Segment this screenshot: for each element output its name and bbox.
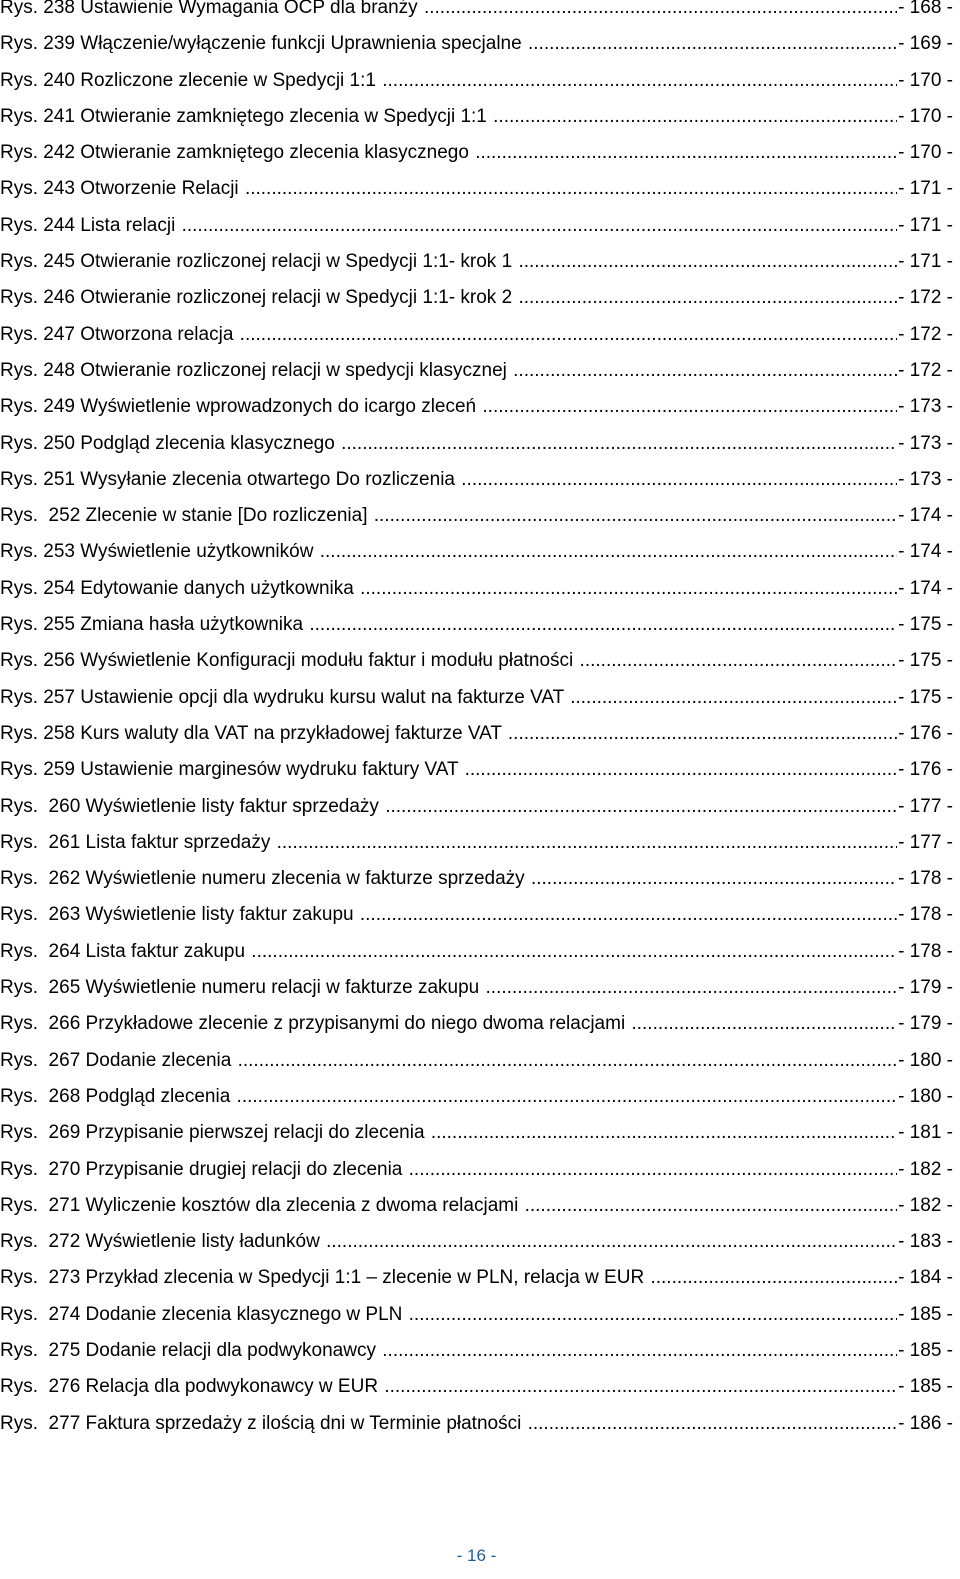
toc-dot-leader bbox=[360, 897, 897, 933]
toc-entry-title: Rys. 245 Otwieranie rozliczonej relacji w Spedycji 1:1- krok 1 bbox=[0, 251, 518, 273]
toc-entry[interactable] bbox=[0, 643, 953, 679]
toc-dot-leader bbox=[465, 752, 898, 788]
toc-dot-leader bbox=[580, 643, 898, 679]
toc-entry[interactable] bbox=[0, 244, 953, 280]
toc-entry[interactable] bbox=[0, 680, 953, 716]
toc-entry[interactable] bbox=[0, 1188, 953, 1224]
toc-entry-title: Rys. 250 Podgląd zlecenia klasycznego bbox=[0, 432, 341, 454]
toc-entry[interactable] bbox=[0, 752, 953, 788]
toc-entry[interactable] bbox=[0, 607, 953, 643]
toc-entry-page: - 182 - bbox=[898, 1194, 953, 1216]
page-number: - 16 - bbox=[456, 1546, 497, 1565]
toc-entry-page: - 175 - bbox=[898, 650, 953, 672]
toc-entry[interactable] bbox=[0, 716, 953, 752]
toc-entry[interactable] bbox=[0, 1079, 953, 1115]
toc-entry-title: Rys. 267 Dodanie zlecenia bbox=[0, 1049, 237, 1071]
toc-dot-leader bbox=[374, 498, 897, 534]
toc-entry-title: Rys. 269 Przypisanie pierwszej relacji do zlecenia bbox=[0, 1122, 430, 1144]
toc-entry[interactable] bbox=[0, 934, 953, 970]
toc-entry[interactable] bbox=[0, 462, 953, 498]
toc-entry[interactable] bbox=[0, 861, 953, 897]
toc-dot-leader bbox=[528, 1406, 897, 1442]
toc-dot-leader bbox=[360, 571, 897, 607]
toc-entry-title: Rys. 254 Edytowanie danych użytkownika bbox=[0, 577, 360, 599]
toc-entry-title: Rys. 257 Ustawienie opcji dla wydruku kursu walut na fakturze VAT bbox=[0, 686, 570, 708]
toc-entry-page: - 176 - bbox=[898, 759, 953, 781]
toc-entry-page: - 174 - bbox=[898, 505, 953, 527]
toc-entry-title: Rys. 272 Wyświetlenie listy ładunków bbox=[0, 1231, 326, 1253]
toc-entry-title: Rys. 270 Przypisanie drugiej relacji do zlecenia bbox=[0, 1158, 408, 1180]
toc-entry[interactable] bbox=[0, 63, 953, 99]
toc-entry-page: - 173 - bbox=[898, 432, 953, 454]
toc-dot-leader bbox=[385, 789, 897, 825]
toc-entry-title: Rys. 252 Zlecenie w stanie [Do rozliczenia] bbox=[0, 505, 373, 527]
toc-entry-title: Rys. 244 Lista relacji bbox=[0, 214, 181, 236]
toc-entry-title: Rys. 242 Otwieranie zamkniętego zlecenia klasycznego bbox=[0, 142, 475, 164]
toc-entry[interactable] bbox=[0, 1006, 953, 1042]
toc-entry-page: - 170 - bbox=[898, 105, 953, 127]
toc-entry[interactable] bbox=[0, 171, 953, 207]
toc-entry-title: Rys. 260 Wyświetlenie listy faktur sprzedaży bbox=[0, 795, 385, 817]
toc-dot-leader bbox=[531, 861, 897, 897]
toc-dot-leader bbox=[409, 1297, 897, 1333]
toc-entry[interactable] bbox=[0, 317, 953, 353]
toc-entry[interactable] bbox=[0, 26, 953, 62]
toc-entry-page: - 172 - bbox=[898, 359, 953, 381]
toc-entry-title: Rys. 255 Zmiana hasła użytkownika bbox=[0, 614, 309, 636]
toc-dot-leader bbox=[341, 426, 897, 462]
toc-entry[interactable] bbox=[0, 0, 953, 26]
toc-entry-page: - 185 - bbox=[898, 1376, 953, 1398]
toc-entry-page: - 170 - bbox=[898, 69, 953, 91]
toc-entry-page: - 178 - bbox=[898, 868, 953, 890]
toc-entry-title: Rys. 263 Wyświetlenie listy faktur zakupu bbox=[0, 904, 359, 926]
toc-dot-leader bbox=[182, 208, 898, 244]
toc-entry-page: - 178 - bbox=[898, 904, 953, 926]
toc-entry-page: - 182 - bbox=[898, 1158, 953, 1180]
toc-dot-leader bbox=[631, 1006, 897, 1042]
toc-entry-page: - 171 - bbox=[898, 178, 953, 200]
toc-entry-page: - 168 - bbox=[898, 0, 953, 18]
toc-dot-leader bbox=[570, 680, 897, 716]
toc-dot-leader bbox=[525, 1188, 897, 1224]
toc-entry-title: Rys. 238 Ustawienie Wymagania OCP dla branży bbox=[0, 0, 423, 18]
toc-entry[interactable] bbox=[0, 99, 953, 135]
toc-entry-page: - 170 - bbox=[898, 142, 953, 164]
toc-dot-leader bbox=[475, 135, 897, 171]
toc-entry[interactable] bbox=[0, 825, 953, 861]
toc-entry[interactable] bbox=[0, 1152, 953, 1188]
toc-entry-title: Rys. 240 Rozliczone zlecenie w Spedycji 1:1 bbox=[0, 69, 382, 91]
toc-entry-page: - 178 - bbox=[898, 940, 953, 962]
toc-entry-title: Rys. 273 Przykład zlecenia w Spedycji 1:1 – zlecenie w PLN, relacja w EUR bbox=[0, 1267, 650, 1289]
toc-entry-page: - 173 - bbox=[898, 468, 953, 490]
toc-entry[interactable] bbox=[0, 1369, 953, 1405]
toc-dot-leader bbox=[431, 1115, 897, 1151]
toc-entry-title: Rys. 253 Wyświetlenie użytkowników bbox=[0, 541, 319, 563]
toc-entry-title: Rys. 276 Relacja dla podwykonawcy w EUR bbox=[0, 1376, 384, 1398]
toc-entry-title: Rys. 265 Wyświetlenie numeru relacji w fakturze zakupu bbox=[0, 977, 485, 999]
toc-entry[interactable] bbox=[0, 1297, 953, 1333]
toc-entry-page: - 186 - bbox=[898, 1412, 953, 1434]
toc-entry-page: - 183 - bbox=[898, 1231, 953, 1253]
toc-dot-leader bbox=[461, 462, 897, 498]
toc-entry[interactable] bbox=[0, 789, 953, 825]
toc-entry-title: Rys. 246 Otwieranie rozliczonej relacji w Spedycji 1:1- krok 2 bbox=[0, 287, 518, 309]
toc-entry-page: - 177 - bbox=[898, 831, 953, 853]
toc-entry[interactable] bbox=[0, 970, 953, 1006]
toc-entry-page: - 173 - bbox=[898, 396, 953, 418]
toc-entry-page: - 172 - bbox=[898, 287, 953, 309]
toc-entry-title: Rys. 259 Ustawienie marginesów wydruku faktury VAT bbox=[0, 759, 464, 781]
toc-dot-leader bbox=[528, 26, 897, 62]
toc-dot-leader bbox=[650, 1260, 897, 1296]
toc-entry-title: Rys. 271 Wyliczenie kosztów dla zlecenia z dwoma relacjami bbox=[0, 1194, 524, 1216]
toc-dot-leader bbox=[382, 1333, 897, 1369]
toc-entry-title: Rys. 241 Otwieranie zamkniętego zlecenia w Spedycji 1:1 bbox=[0, 105, 493, 127]
toc-entry-page: - 171 - bbox=[898, 251, 953, 273]
toc-entry-title: Rys. 277 Faktura sprzedaży z ilością dni w Terminie płatności bbox=[0, 1412, 527, 1434]
toc-dot-leader bbox=[493, 99, 897, 135]
toc-dot-leader bbox=[513, 353, 897, 389]
toc-dot-leader bbox=[409, 1152, 897, 1188]
toc-entry[interactable] bbox=[0, 389, 953, 425]
toc-dot-leader bbox=[237, 1079, 898, 1115]
toc-entry[interactable] bbox=[0, 534, 953, 570]
toc-entry[interactable] bbox=[0, 280, 953, 316]
toc-entry[interactable] bbox=[0, 1260, 953, 1296]
toc-entry-title: Rys. 243 Otworzenie Relacji bbox=[0, 178, 244, 200]
toc-entry-page: - 181 - bbox=[898, 1122, 953, 1144]
toc-entry-page: - 174 - bbox=[898, 577, 953, 599]
toc-entry[interactable] bbox=[0, 208, 953, 244]
toc-dot-leader bbox=[482, 389, 897, 425]
toc-entry-page: - 185 - bbox=[898, 1339, 953, 1361]
toc-entry-page: - 177 - bbox=[898, 795, 953, 817]
toc-entry-page: - 172 - bbox=[898, 323, 953, 345]
toc-entry[interactable] bbox=[0, 135, 953, 171]
toc-entry[interactable] bbox=[0, 571, 953, 607]
toc-entry-title: Rys. 251 Wysyłanie zlecenia otwartego Do rozliczenia bbox=[0, 468, 461, 490]
toc-dot-leader bbox=[238, 1043, 897, 1079]
toc-entry-page: - 184 - bbox=[898, 1267, 953, 1289]
toc-entry-title: Rys. 247 Otworzona relacja bbox=[0, 323, 239, 345]
toc-entry-page: - 169 - bbox=[898, 33, 953, 55]
toc-entry[interactable] bbox=[0, 1043, 953, 1079]
toc-entry-title: Rys. 262 Wyświetlenie numeru zlecenia w fakturze sprzedaży bbox=[0, 868, 530, 890]
toc-entry-title: Rys. 275 Dodanie relacji dla podwykonawcy bbox=[0, 1339, 382, 1361]
toc-entry-title: Rys. 274 Dodanie zlecenia klasycznego w PLN bbox=[0, 1303, 408, 1325]
toc-entry-page: - 180 - bbox=[898, 1049, 953, 1071]
toc-dot-leader bbox=[326, 1224, 897, 1260]
toc-entry-page: - 180 - bbox=[898, 1085, 953, 1107]
toc-entry[interactable] bbox=[0, 498, 953, 534]
toc-entry-page: - 176 - bbox=[898, 722, 953, 744]
toc-entry-title: Rys. 264 Lista faktur zakupu bbox=[0, 940, 251, 962]
toc-dot-leader bbox=[240, 317, 897, 353]
toc-entry-title: Rys. 268 Podgląd zlecenia bbox=[0, 1085, 236, 1107]
toc-dot-leader bbox=[518, 244, 897, 280]
toc-dot-leader bbox=[309, 607, 897, 643]
toc-entry-title: Rys. 261 Lista faktur sprzedaży bbox=[0, 831, 276, 853]
toc-entry[interactable] bbox=[0, 1406, 953, 1442]
toc-dot-leader bbox=[384, 1369, 897, 1405]
toc-dot-leader bbox=[320, 534, 897, 570]
toc-dot-leader bbox=[382, 63, 897, 99]
toc-dot-leader bbox=[486, 970, 898, 1006]
toc-entry-page: - 179 - bbox=[898, 1013, 953, 1035]
toc-entry-title: Rys. 248 Otwieranie rozliczonej relacji w spedycji klasycznej bbox=[0, 359, 513, 381]
toc-entry-page: - 185 - bbox=[898, 1303, 953, 1325]
toc-entry-title: Rys. 239 Włączenie/wyłączenie funkcji Uprawnienia specjalne bbox=[0, 33, 527, 55]
toc-entry[interactable] bbox=[0, 1333, 953, 1369]
toc-entry[interactable] bbox=[0, 353, 953, 389]
toc-entry-page: - 175 - bbox=[898, 686, 953, 708]
toc-dot-leader bbox=[518, 280, 897, 316]
toc-entry[interactable] bbox=[0, 1224, 953, 1260]
toc-dot-leader bbox=[251, 934, 897, 970]
toc-entry-title: Rys. 256 Wyświetlenie Konfiguracji modułu faktur i modułu płatności bbox=[0, 650, 579, 672]
toc-dot-leader bbox=[245, 171, 897, 207]
toc-entry-page: - 174 - bbox=[898, 541, 953, 563]
toc-entry[interactable] bbox=[0, 1115, 953, 1151]
toc-entry-title: Rys. 258 Kurs waluty dla VAT na przykładowej fakturze VAT bbox=[0, 722, 507, 744]
toc-entry-title: Rys. 266 Przykładowe zlecenie z przypisanymi do niego dwoma relacjami bbox=[0, 1013, 631, 1035]
toc-dot-leader bbox=[277, 825, 897, 861]
toc-entry-page: - 175 - bbox=[898, 614, 953, 636]
toc-entry-page: - 179 - bbox=[898, 977, 953, 999]
toc-entry-title: Rys. 249 Wyświetlenie wprowadzonych do icargo zleceń bbox=[0, 396, 482, 418]
toc-entry-page: - 171 - bbox=[898, 214, 953, 236]
toc-dot-leader bbox=[508, 716, 897, 752]
toc-entry[interactable] bbox=[0, 426, 953, 462]
toc-dot-leader bbox=[424, 0, 897, 26]
toc-entry[interactable] bbox=[0, 897, 953, 933]
